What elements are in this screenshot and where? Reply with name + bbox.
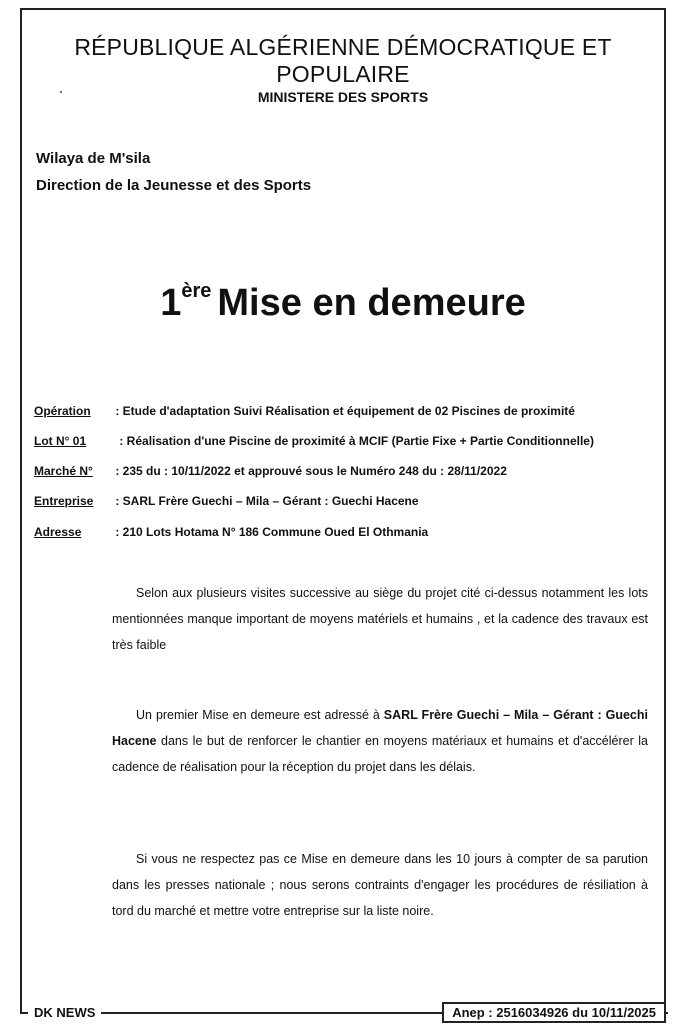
marche-label: Marché N° [34, 464, 93, 478]
direction-line: Direction de la Jeunesse et des Sports [36, 177, 312, 194]
ministry-heading: MINISTERE DES SPORTS [257, 89, 429, 105]
wilaya-line: Wilaya de M'sila [36, 150, 151, 167]
title-text: Mise en demeure [217, 282, 526, 324]
info-lot [34, 434, 662, 448]
paragraph-2-start: Un premier Mise en demeure est adressé à [136, 708, 384, 722]
lot-label: Lot N° 01 [34, 434, 87, 448]
marche-value: : 235 du : 10/11/2022 et approuvé sous le Numéro 248 du : 28/11/2022 [115, 464, 507, 478]
lot-value: : Réalisation d'une Piscine de proximité à MCIF (Partie Fixe + Partie Conditionnelle) [119, 434, 594, 448]
operation-label: Opération [34, 404, 91, 418]
paragraph-2-company: SARL Frère Guechi – Mila – Gérant : Guechi Hacene [112, 708, 648, 748]
paragraph-2 [112, 702, 648, 780]
document-title [20, 280, 666, 325]
paragraph-3 [112, 846, 648, 924]
paragraph-1-text: Selon aux plusieurs visites successive au siège du projet cité ci-dessus notamment les lots mentionnées manque important de moyens matériels et humains , et la cadence des travaux est très faible [112, 586, 648, 652]
footer-source: DK NEWS [28, 1005, 101, 1020]
adresse-label: Adresse [34, 525, 82, 539]
info-marche [34, 464, 662, 478]
operation-value: : Etude d'adaptation Suivi Réalisation et équipement de 02 Piscines de proximité [115, 404, 575, 418]
paragraph-3-text: Si vous ne respectez pas ce Mise en demeure dans les 10 jours à compter de sa parution dans les presses nationale ; nous serons contraints d'engager les procédures de résiliation à tord du marché et mettre votre entreprise sur la liste noire. [112, 852, 648, 918]
info-operation [34, 404, 662, 418]
info-adresse [34, 525, 662, 539]
info-entreprise [34, 494, 662, 508]
paragraph-2-end: dans le but de renforcer le chantier en moyens matériaux et humains et d'accélérer la cadence de réalisation pour la réception du projet dans les délais. [112, 734, 648, 774]
entreprise-label: Entreprise [34, 494, 94, 508]
republic-heading: RÉPUBLIQUE ALGÉRIENNE DÉMOCRATIQUE ET POPULAIRE [74, 34, 612, 87]
title-number: 1 [160, 282, 182, 324]
entreprise-value: : SARL Frère Guechi – Mila – Gérant : Guechi Hacene [115, 494, 419, 508]
title-superscript: ère [181, 280, 212, 302]
adresse-value: : 210 Lots Hotama N° 186 Commune Oued El Othmania [115, 525, 429, 539]
paragraph-1 [112, 580, 648, 658]
footer-anep-reference: Anep : 2516034926 du 10/11/2025 [442, 1002, 666, 1023]
